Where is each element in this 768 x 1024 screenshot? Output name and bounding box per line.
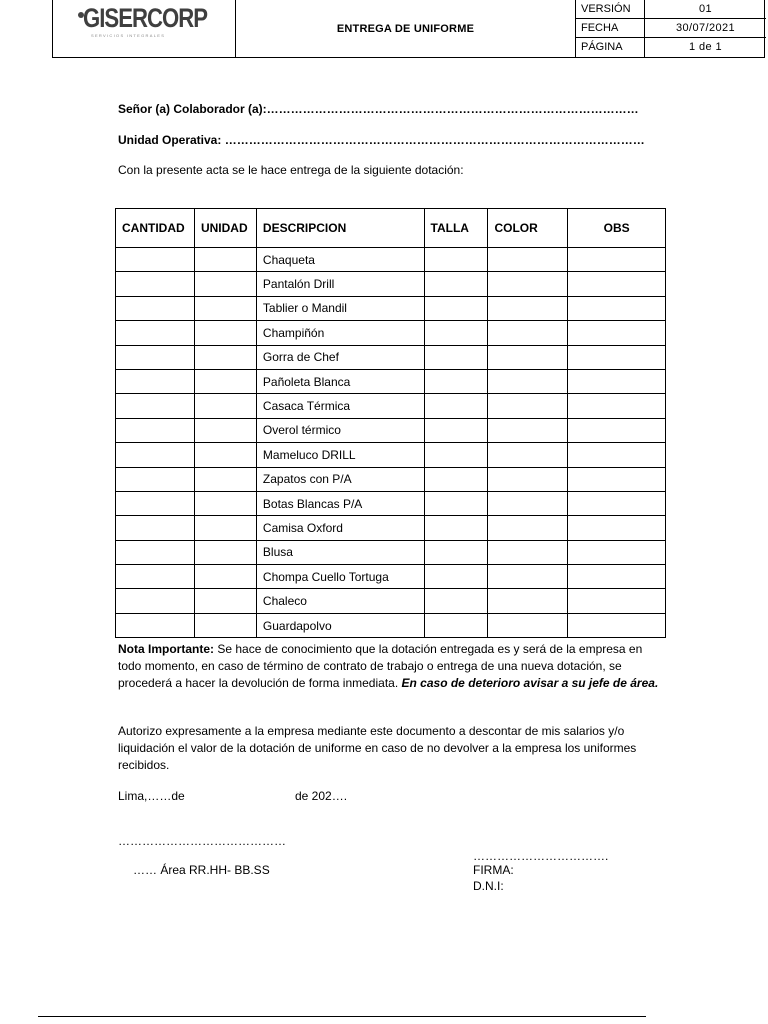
cantidad-cell[interactable]: [116, 443, 195, 467]
color-cell[interactable]: [488, 369, 568, 393]
table-row: [116, 369, 666, 393]
descripcion-cell: Chaqueta: [256, 248, 424, 272]
obs-cell[interactable]: [568, 443, 666, 467]
talla-cell[interactable]: [424, 565, 488, 589]
cantidad-cell[interactable]: [116, 613, 195, 637]
talla-cell[interactable]: [424, 345, 488, 369]
nota-importante: [118, 641, 666, 692]
col-cantidad: CANTIDAD: [116, 209, 195, 248]
color-cell[interactable]: [488, 589, 568, 613]
table-row: [116, 540, 666, 564]
color-cell[interactable]: [488, 443, 568, 467]
obs-cell[interactable]: [568, 248, 666, 272]
meta-value: 1 de 1: [689, 41, 722, 53]
meta-key: FECHA: [576, 19, 645, 38]
document-title: ENTREGA DE UNIFORME: [236, 0, 576, 57]
meta-row-pagina: [576, 38, 766, 57]
unidad-cell[interactable]: [194, 516, 256, 540]
table-row: [116, 418, 666, 442]
unidad-operativa-field[interactable]: Unidad Operativa: ……………………………………………………………………………………………: [118, 133, 645, 147]
colaborador-field[interactable]: Señor (a) Colaborador (a):…………………………………………………………………………………: [118, 102, 639, 116]
cantidad-cell[interactable]: [116, 369, 195, 393]
cantidad-cell[interactable]: [116, 540, 195, 564]
unidad-cell[interactable]: [194, 369, 256, 393]
dni-label: D.N.I:: [473, 879, 504, 893]
color-cell[interactable]: [488, 516, 568, 540]
cantidad-cell[interactable]: [116, 491, 195, 515]
table-row: [116, 565, 666, 589]
firma-label: FIRMA:: [473, 863, 514, 877]
obs-cell[interactable]: [568, 296, 666, 320]
color-cell[interactable]: [488, 540, 568, 564]
table-row: [116, 248, 666, 272]
descripcion-cell: Botas Blancas P/A: [256, 491, 424, 515]
color-cell[interactable]: [488, 394, 568, 418]
autorizo-text: Autorizo expresamente a la empresa mediante este documento a descontar de mis salarios y/o liquidación el valor de la dotación de uniforme en caso de no devolver a la empresa los uniformes recibidos.: [118, 724, 637, 772]
cantidad-cell[interactable]: [116, 565, 195, 589]
lugar-anio: de 202….: [295, 789, 348, 803]
color-cell[interactable]: [488, 467, 568, 491]
obs-cell[interactable]: [568, 516, 666, 540]
color-cell[interactable]: [488, 613, 568, 637]
talla-cell[interactable]: [424, 369, 488, 393]
unidad-cell[interactable]: [194, 248, 256, 272]
talla-cell[interactable]: [424, 613, 488, 637]
color-cell[interactable]: [488, 272, 568, 296]
obs-cell[interactable]: [568, 369, 666, 393]
color-cell[interactable]: [488, 565, 568, 589]
descripcion-cell: Gorra de Chef: [256, 345, 424, 369]
descripcion-cell: Pañoleta Blanca: [256, 369, 424, 393]
document-header: [52, 0, 765, 58]
table-row: [116, 272, 666, 296]
col-unidad: UNIDAD: [194, 209, 256, 248]
document-meta: [576, 0, 766, 57]
descripcion-cell: Casaca Térmica: [256, 394, 424, 418]
nota-text: Se hace de conocimiento que la dotación entregada es y será de la empresa en todo momento, en caso de término de contrato de trabajo o entrega de una nueva dotación, se procederá a hacer la devolución de forma inmediata.: [118, 642, 643, 690]
intro-text: Con la presente acta se le hace entrega de la siguiente dotación:: [118, 163, 464, 177]
obs-cell[interactable]: [568, 589, 666, 613]
unidad-cell[interactable]: [194, 540, 256, 564]
descripcion-cell: Camisa Oxford: [256, 516, 424, 540]
color-cell[interactable]: [488, 418, 568, 442]
cantidad-cell[interactable]: [116, 296, 195, 320]
unidad-cell[interactable]: [194, 272, 256, 296]
obs-cell[interactable]: [568, 565, 666, 589]
meta-value: 01: [698, 3, 713, 15]
unidad-cell[interactable]: [194, 443, 256, 467]
color-cell[interactable]: [488, 296, 568, 320]
unidad-cell[interactable]: [194, 418, 256, 442]
obs-cell[interactable]: [568, 394, 666, 418]
table-row: [116, 394, 666, 418]
talla-cell[interactable]: [424, 321, 488, 345]
talla-cell[interactable]: [424, 248, 488, 272]
cantidad-cell[interactable]: [116, 418, 195, 442]
obs-cell[interactable]: [568, 540, 666, 564]
obs-cell[interactable]: [568, 321, 666, 345]
color-cell[interactable]: [488, 248, 568, 272]
logo-tagline: SERVICIOS INTEGRALES: [91, 33, 166, 38]
unidad-cell[interactable]: [194, 613, 256, 637]
nota-label: Nota Importante:: [118, 642, 214, 656]
table-row: [116, 296, 666, 320]
talla-cell[interactable]: [424, 296, 488, 320]
color-cell[interactable]: [488, 345, 568, 369]
logo-cell: [53, 0, 236, 57]
descripcion-cell: Champiñón: [256, 321, 424, 345]
unidad-cell[interactable]: [194, 345, 256, 369]
footer-rule: [38, 1016, 646, 1017]
cantidad-cell[interactable]: [116, 272, 195, 296]
obs-cell[interactable]: [568, 613, 666, 637]
talla-cell[interactable]: [424, 540, 488, 564]
table-row: [116, 345, 666, 369]
area-rrhh-label: …… Área RR.HH- BB.SS: [133, 863, 270, 877]
unidad-cell[interactable]: [194, 565, 256, 589]
unidad-cell[interactable]: [194, 296, 256, 320]
col-descripcion: DESCRIPCION: [256, 209, 424, 248]
obs-cell[interactable]: [568, 418, 666, 442]
unidad-cell[interactable]: [194, 394, 256, 418]
signature-line-right: …………………………….: [473, 849, 609, 863]
cantidad-cell[interactable]: [116, 467, 195, 491]
descripcion-cell: Guardapolvo: [256, 613, 424, 637]
signature-line-left: ……………………………………: [118, 834, 286, 848]
talla-cell[interactable]: [424, 491, 488, 515]
obs-cell[interactable]: [568, 345, 666, 369]
nota-emphasis: En caso de deterioro avisar a su jefe de área.: [401, 676, 659, 690]
table-row: [116, 443, 666, 467]
meta-key: VERSIÓN: [576, 0, 645, 19]
table-row: [116, 491, 666, 515]
table-row: [116, 589, 666, 613]
cantidad-cell[interactable]: [116, 321, 195, 345]
color-cell[interactable]: [488, 491, 568, 515]
unidad-cell[interactable]: [194, 491, 256, 515]
cantidad-cell[interactable]: [116, 345, 195, 369]
lugar-dia: Lima,……de: [118, 789, 185, 803]
talla-cell[interactable]: [424, 443, 488, 467]
table-row: [116, 467, 666, 491]
uniform-table: [115, 208, 666, 638]
unidad-cell[interactable]: [194, 467, 256, 491]
obs-cell[interactable]: [568, 272, 666, 296]
table-row: [116, 613, 666, 637]
talla-cell[interactable]: [424, 272, 488, 296]
descripcion-cell: Chompa Cuello Tortuga: [256, 565, 424, 589]
talla-cell[interactable]: [424, 418, 488, 442]
descripcion-cell: Mameluco DRILL: [256, 443, 424, 467]
obs-cell[interactable]: [568, 491, 666, 515]
descripcion-cell: Overol térmico: [256, 418, 424, 442]
table-header-row: [116, 209, 666, 248]
obs-cell[interactable]: [568, 467, 666, 491]
descripcion-cell: Chaleco: [256, 589, 424, 613]
col-color: COLOR: [488, 209, 568, 248]
col-obs: OBS: [568, 209, 666, 248]
meta-row-fecha: [576, 19, 766, 38]
company-logo: GISERCORP: [83, 3, 208, 33]
table-row: [116, 321, 666, 345]
table-row: [116, 516, 666, 540]
descripcion-cell: Blusa: [256, 540, 424, 564]
talla-cell[interactable]: [424, 394, 488, 418]
descripcion-cell: Zapatos con P/A: [256, 467, 424, 491]
meta-value: 30/07/2021: [675, 22, 736, 34]
unidad-cell[interactable]: [194, 589, 256, 613]
talla-cell[interactable]: [424, 516, 488, 540]
cantidad-cell[interactable]: [116, 394, 195, 418]
talla-cell[interactable]: [424, 589, 488, 613]
talla-cell[interactable]: [424, 467, 488, 491]
cantidad-cell[interactable]: [116, 248, 195, 272]
cantidad-cell[interactable]: [116, 516, 195, 540]
color-cell[interactable]: [488, 321, 568, 345]
unidad-cell[interactable]: [194, 321, 256, 345]
cantidad-cell[interactable]: [116, 589, 195, 613]
meta-row-version: [576, 0, 766, 19]
descripcion-cell: Pantalón Drill: [256, 272, 424, 296]
descripcion-cell: Tablier o Mandil: [256, 296, 424, 320]
meta-key: PÁGINA: [576, 38, 645, 57]
col-talla: TALLA: [424, 209, 488, 248]
